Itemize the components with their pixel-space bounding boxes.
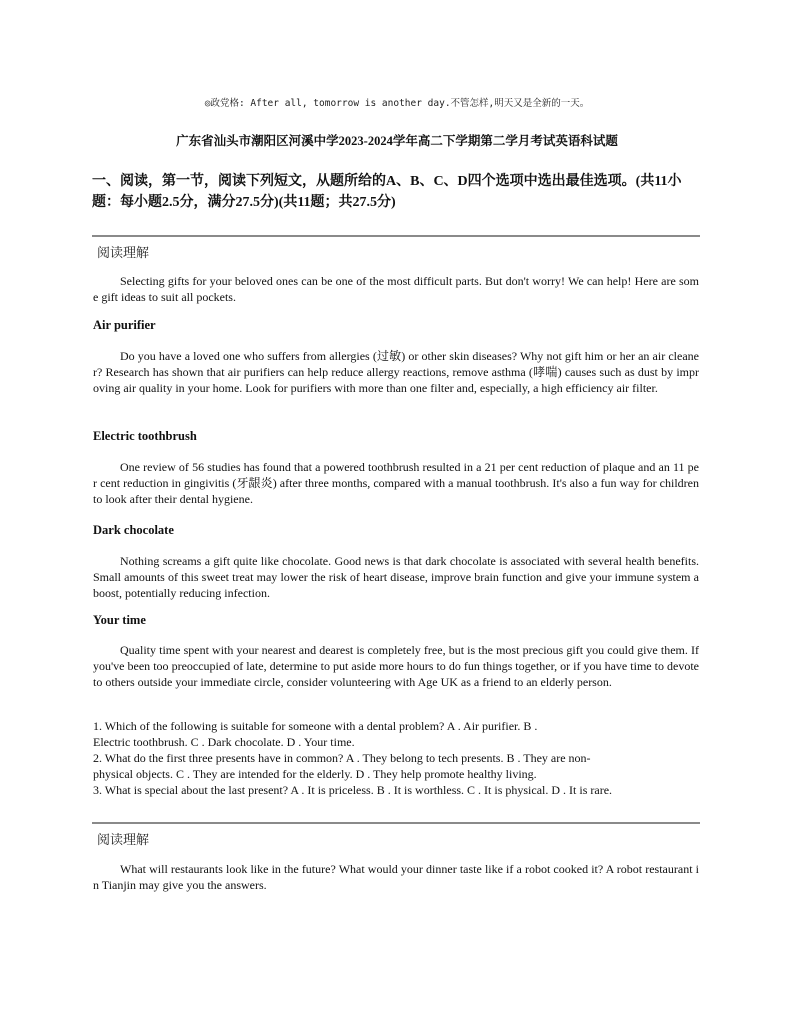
passage1-label: 阅读理解 bbox=[97, 246, 150, 261]
question-line: physical objects. C . They are intended for the elderly. D . They help promote healthy living. bbox=[93, 767, 537, 781]
item-text-electric-toothbrush: One review of 56 studies has found that a powered toothbrush resulted in a 21 per cent reduction of plaque and an 11 per cent reduction in gingivitis (牙龈炎) after three months, compared with a manual toothbrush. It's also a fun way for children to look after their dental hygiene. bbox=[93, 460, 699, 506]
item-text-your-time: Quality time spent with your nearest and dearest is completely free, but is the most precious gift you could give them. If you've been too preoccupied of late, determine to put aside more hours to do fun things together, or if you have time to devote to others outside your immediate circle, consider volunteering with Age UK as a friend to an elderly person. bbox=[93, 643, 699, 689]
item-heading-dark-chocolate: Dark chocolate bbox=[93, 523, 174, 537]
passage1-intro: Selecting gifts for your beloved ones can be one of the most difficult parts. But don't worry! We can help! Here are some gift ideas to suit all pockets. bbox=[93, 274, 699, 304]
question-line: 2. What do the first three presents have in common? A . They belong to tech presents. B . They are non- bbox=[93, 751, 591, 765]
item-heading-air-purifier: Air purifier bbox=[93, 318, 156, 332]
section-heading: 一、阅读，第一节，阅读下列短文，从题所给的A、B、C、D四个选项中选出最佳选项。(共11小题：每小题2.5分，满分27.5分)(共11题；共27.5分) bbox=[92, 174, 682, 210]
item-text-air-purifier: Do you have a loved one who suffers from allergies (过敏) or other skin diseases? Why not gift him or her an air cleaner? Research has shown that air purifiers can help reduce allergy reactions, remove asthma (哮喘) causes such as dust by improving air quality in your home. Look for purifiers with more than one filter and, especially, a high efficiency air filter. bbox=[93, 349, 699, 395]
passage2-divider bbox=[92, 822, 700, 824]
question-line: 3. What is special about the last present? A . It is priceless. B . It is worthless. C . It is physical. D . It is rare. bbox=[93, 783, 613, 797]
item-text-dark-chocolate: Nothing screams a gift quite like chocolate. Good news is that dark chocolate is associated with several health benefits. Small amounts of this sweet treat may lower the risk of heart disease, improve brain function and give your immune system a boost, potentially reducing infection. bbox=[93, 554, 699, 600]
item-heading-your-time: Your time bbox=[93, 613, 146, 627]
question-list bbox=[93, 718, 705, 798]
item-heading-electric-toothbrush: Electric toothbrush bbox=[93, 429, 197, 443]
question-line: Electric toothbrush. C . Dark chocolate. D . Your time. bbox=[93, 735, 355, 749]
passage1-divider bbox=[92, 235, 700, 237]
header-motto: ◎政党格: After all, tomorrow is another day.不管怎样,明天又是全新的一天。 bbox=[204, 98, 590, 109]
document-title: 广东省汕头市潮阳区河溪中学2023-2024学年高二下学期第二学月考试英语科试题 bbox=[176, 134, 618, 148]
question-line: 1. Which of the following is suitable for someone with a dental problem? A . Air purifier. B . bbox=[93, 719, 538, 733]
passage2-label: 阅读理解 bbox=[97, 833, 150, 848]
passage2-intro: What will restaurants look like in the future? What would your dinner taste like if a robot cooked it? A robot restaurant in Tianjin may give you the answers. bbox=[93, 862, 699, 892]
